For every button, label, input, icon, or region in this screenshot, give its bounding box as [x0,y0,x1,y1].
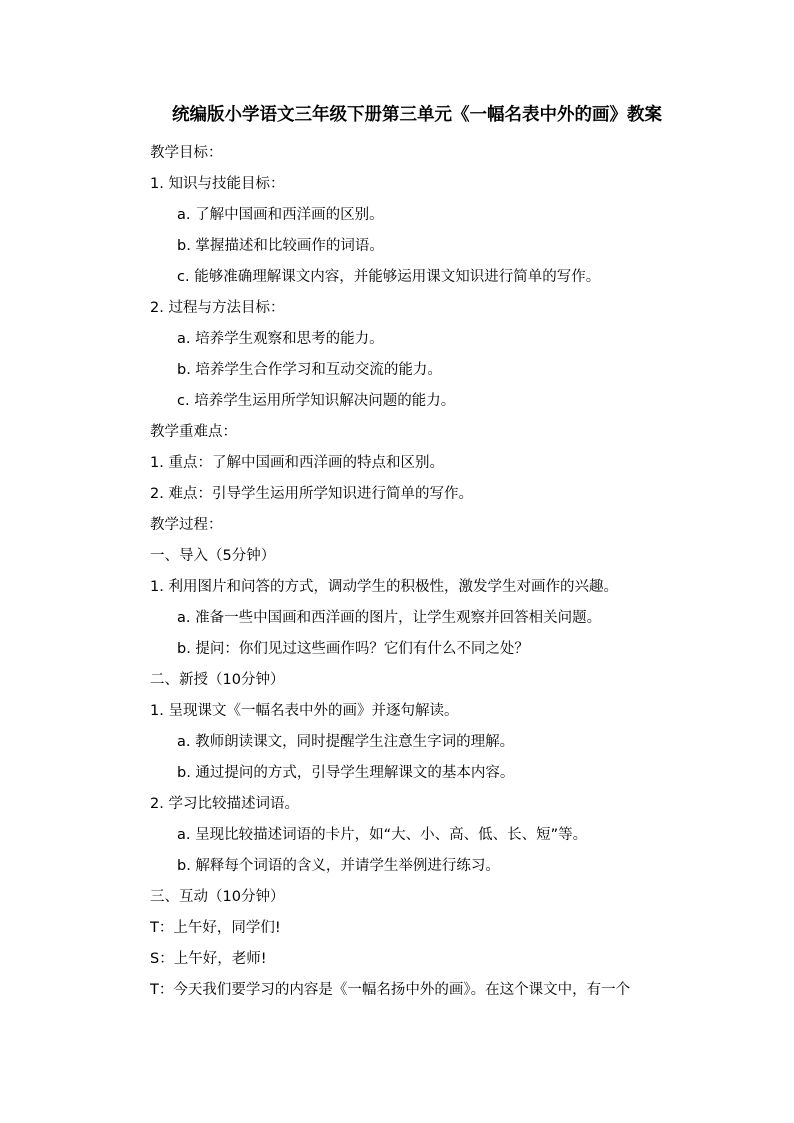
list-subitem: b. 提问：你们见过这些画作吗？它们有什么不同之处？ [177,641,529,657]
list-item: 1. 知识与技能目标： [150,176,285,192]
dialogue-line: T：今天我们要学习的内容是《一幅名扬中外的画》。在这个课文中，有一个 [150,982,631,998]
list-item: 2. 学习比较描述词语。 [150,796,299,812]
list-subitem: c. 培养学生运用所学知识解决问题的能力。 [177,393,456,409]
list-subitem: b. 掌握描述和比较画作的词语。 [177,238,384,254]
list-subitem: a. 呈现比较描述词语的卡片，如“大、小、高、低、长、短”等。 [177,827,588,843]
list-item: 2. 难点：引导学生运用所学知识进行简单的写作。 [150,486,473,502]
list-item: 2. 过程与方法目标： [150,300,285,316]
section-heading: 一、导入（5分钟） [150,548,276,564]
list-subitem: b. 通过提问的方式，引导学生理解课文的基本内容。 [177,765,515,781]
list-item: 1. 呈现课文《一幅名表中外的画》并逐句解读。 [150,703,459,719]
list-subitem: c. 能够准确理解课文内容，并能够运用课文知识进行简单的写作。 [177,269,601,285]
section-heading: 教学重难点： [150,424,237,440]
dialogue-line: T：上午好，同学们! [150,920,281,936]
list-subitem: a. 教师朗读课文，同时提醒学生注意生字词的理解。 [177,734,515,750]
section-heading: 教学过程： [150,517,223,533]
section-heading: 三、互动（10分钟） [150,889,285,905]
list-subitem: b. 培养学生合作学习和互动交流的能力。 [177,362,442,378]
list-item: 1. 重点：了解中国画和西洋画的特点和区别。 [150,455,444,471]
list-subitem: a. 准备一些中国画和西洋画的图片，让学生观察并回答相关问题。 [177,610,602,626]
section-heading: 教学目标： [150,145,223,161]
list-subitem: a. 了解中国画和西洋画的区别。 [177,207,384,223]
dialogue-line: S：上午好，老师! [150,951,267,967]
section-heading: 二、新授（10分钟） [150,672,285,688]
document-title: 统编版小学语文三年级下册第三单元《一幅名表中外的画》教案 [172,105,662,125]
list-subitem: b. 解释每个词语的含义，并请学生举例进行练习。 [177,858,500,874]
list-subitem: a. 培养学生观察和思考的能力。 [177,331,384,347]
list-item: 1. 利用图片和问答的方式，调动学生的积极性，激发学生对画作的兴趣。 [150,579,618,595]
